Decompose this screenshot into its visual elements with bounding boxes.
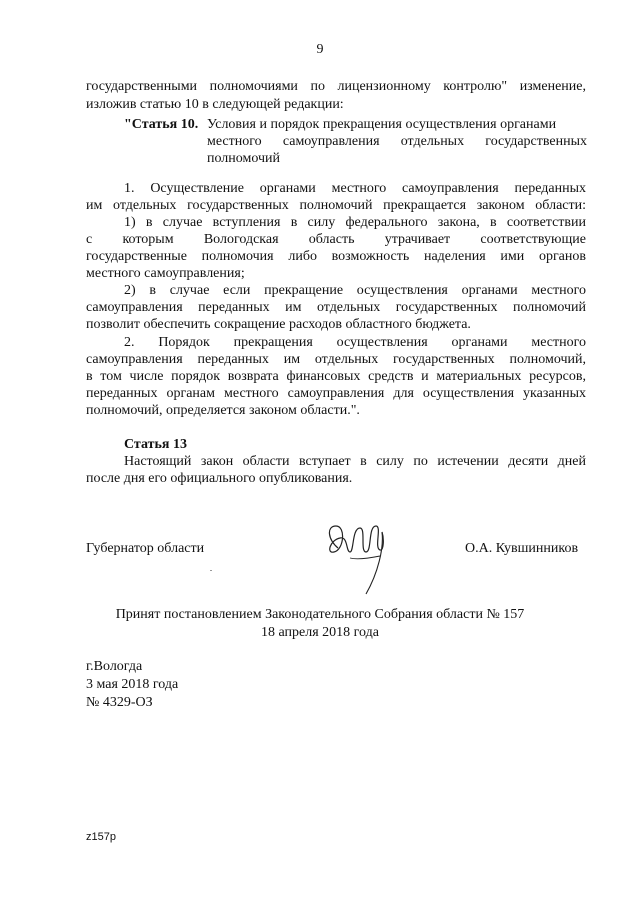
adoption-line-2: 18 апреля 2018 года — [261, 625, 379, 640]
article10-title-line-2: местного самоуправления отдельных государственных — [207, 134, 587, 149]
article10-title-line-1: Условия и порядок прекращения осуществления органами — [207, 117, 557, 132]
body-line-14: полномочий, определяется законом области.". — [86, 403, 360, 418]
law-number: № 4329-ОЗ — [86, 695, 153, 710]
article10-prefix: "Статья 10. — [124, 117, 199, 132]
article10-title-line-3: полномочий — [207, 151, 281, 166]
body-line-2: им отдельных государственных полномочий прекращается законом области: — [86, 198, 586, 213]
signatory-position: Губернатор области — [86, 541, 205, 556]
body-line-12: в том числе порядок возврата финансовых средств и материальных ресурсов, — [86, 369, 586, 384]
page-number: 9 — [316, 42, 324, 57]
body-line-3: 1) в случае вступления в силу федерального закона, в соответствии — [124, 215, 586, 230]
body-line-7: 2) в случае если прекращение осуществления органами местного — [124, 283, 586, 298]
article13-line-1: Настоящий закон области вступает в силу по истечении десяти дней — [124, 454, 586, 469]
body-line-13: переданных органам местного самоуправления для осуществления указанных — [86, 386, 586, 401]
body-line-10: 2. Порядок прекращения осуществления органами местного — [124, 335, 586, 350]
handwritten-signature — [320, 518, 400, 598]
body-line-1: 1. Осуществление органами местного самоуправления переданных — [124, 181, 586, 196]
body-line-4: с которым Вологодская область утрачивает соответствующие — [86, 232, 586, 247]
city: г.Вологда — [86, 659, 143, 674]
adoption-line-1: Принят постановлением Законодательного Собрания области № 157 — [115, 607, 525, 622]
body-line-8: самоуправления переданных им отдельных государственных полномочий — [86, 300, 586, 315]
article13-heading: Статья 13 — [124, 437, 187, 452]
body-line-9: позволит обеспечить сокращение расходов областного бюджета. — [86, 317, 471, 332]
body-line-11: самоуправления переданных им отдельных государственных полномочий, — [86, 352, 586, 367]
intro-line-2: изложив статью 10 в следующей редакции: — [86, 97, 344, 112]
scan-speck — [210, 570, 212, 571]
intro-line-1: государственными полномочиями по лицензионному контролю" изменение, — [86, 79, 586, 94]
law-date: 3 мая 2018 года — [86, 677, 179, 692]
article13-line-2: после дня его официального опубликования. — [86, 471, 353, 486]
footer-code: z157p — [86, 831, 116, 843]
body-line-6: местного самоуправления; — [86, 266, 245, 281]
body-line-5: государственные полномочия либо возможность наделения ими органов — [86, 249, 586, 264]
signatory-name: О.А. Кувшинников — [465, 541, 579, 556]
